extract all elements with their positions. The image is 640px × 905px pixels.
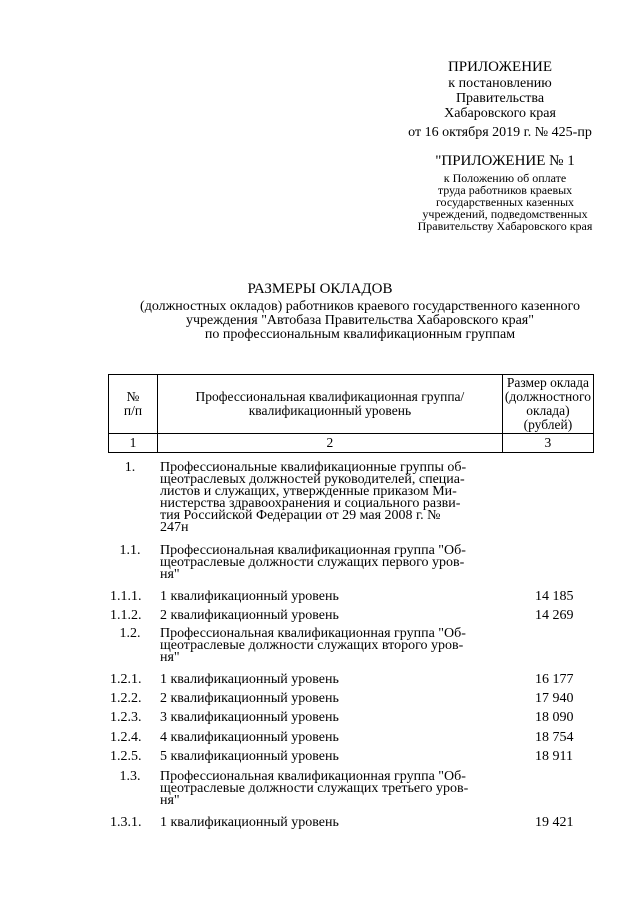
page-subtitle [100, 300, 620, 342]
row-number: 1.2.5. [110, 749, 142, 764]
page-title: РАЗМЕРЫ ОКЛАДОВ [247, 281, 393, 297]
row-text [160, 462, 500, 534]
column-number: 3 [502, 434, 593, 453]
header-text: (должностного [504, 389, 591, 404]
row-value: 16 177 [535, 672, 574, 687]
appendix-title: ПРИЛОЖЕНИЕ [447, 59, 553, 75]
row-value: 17 940 [535, 691, 574, 706]
row-text: 3 квалификационный уровень [160, 710, 339, 725]
row-number: 1.1. [119, 543, 141, 558]
appendix-block [395, 58, 605, 140]
row-number: 1.3.1. [110, 815, 142, 830]
subtitle-line: (должностных окладов) работников краевого государственного казенного [140, 299, 580, 314]
appendix-date: от 16 октября 2019 г. № 425-пр [408, 125, 592, 140]
row-text-line: щеотраслевые должности служащих второго уров- [160, 638, 464, 653]
row-number: 1.2.3. [110, 710, 142, 725]
row-text: 4 квалификационный уровень [160, 730, 339, 745]
row-text [160, 545, 500, 581]
appendix1-title: "ПРИЛОЖЕНИЕ № 1 [435, 153, 575, 169]
row-text-line: 247н [160, 520, 189, 535]
row-text: 1 квалификационный уровень [160, 815, 339, 830]
appendix1-line: учреждений, подведомственных [422, 207, 588, 221]
row-text-line: ня" [160, 793, 180, 808]
header-text: Размер оклада [506, 375, 590, 390]
row-text-line: тия Российской Федерации от 29 мая 2008 г. № [160, 508, 441, 523]
row-text: 1 квалификационный уровень [160, 589, 339, 604]
row-text-line: Профессиональные квалификационные группы об- [160, 460, 467, 475]
row-number: 1. [124, 460, 136, 475]
appendix-line: Правительства [455, 91, 545, 106]
row-text-line: щеотраслевых должностей руководителей, специа- [160, 472, 465, 487]
appendix-line: Хабаровского края [444, 106, 556, 121]
row-value: 19 421 [535, 815, 574, 830]
appendix1-line: к Положению об оплате [443, 171, 567, 185]
header-text: оклада) [526, 403, 570, 418]
row-text-line: Профессиональная квалификационная группа "Об- [160, 769, 466, 784]
table-header [108, 374, 594, 453]
header-text: (рублей) [523, 417, 573, 432]
subtitle-line: по профессиональным квалификационным группам [204, 327, 516, 342]
column-number: 1 [109, 434, 158, 453]
row-value: 18 090 [535, 710, 574, 725]
row-number: 1.3. [119, 769, 141, 784]
row-text-line: листов и служащих, утвержденные приказом Ми- [160, 484, 457, 499]
appendix-line: к постановлению [448, 76, 552, 91]
row-text: 5 квалификационный уровень [160, 749, 339, 764]
row-number: 1.1.2. [110, 608, 142, 623]
appendix1-line: труда работников краевых [437, 183, 573, 197]
appendix1-line: Правительству Хабаровского края [417, 219, 593, 233]
row-value: 14 185 [535, 589, 574, 604]
row-text [160, 628, 500, 664]
row-number: 1.2.4. [110, 730, 142, 745]
header-text: Профессиональная квалификационная группа/ [195, 389, 465, 404]
header-salary-cell [502, 375, 593, 434]
row-text: 2 квалификационный уровень [160, 608, 339, 623]
header-text: № [126, 389, 140, 404]
row-number: 1.1.1. [110, 589, 142, 604]
row-text [160, 771, 500, 807]
row-text-line: щеотраслевые должности служащих третьего уров- [160, 781, 469, 796]
row-number: 1.2. [119, 626, 141, 641]
row-text: 1 квалификационный уровень [160, 672, 339, 687]
header-text: квалификационный уровень [248, 403, 412, 418]
subtitle-line: учреждения "Автобаза Правительства Хабаровского края" [186, 313, 534, 328]
column-number: 2 [157, 434, 502, 453]
row-text: 2 квалификационный уровень [160, 691, 339, 706]
row-text-line: ня" [160, 567, 180, 582]
header-text: п/п [123, 403, 143, 418]
appendix1-line: государственных казенных [435, 195, 575, 209]
row-value: 14 269 [535, 608, 574, 623]
header-group-cell [157, 375, 502, 434]
row-text-line: нистерства здравоохранения и социального разви- [160, 496, 461, 511]
row-text-line: Профессиональная квалификационная группа "Об- [160, 543, 466, 558]
row-value: 18 911 [535, 749, 573, 764]
row-value: 18 754 [535, 730, 574, 745]
row-text-line: Профессиональная квалификационная группа "Об- [160, 626, 466, 641]
header-number-cell [109, 375, 158, 434]
row-number: 1.2.2. [110, 691, 142, 706]
row-text-line: щеотраслевые должности служащих первого уров- [160, 555, 465, 570]
row-number: 1.2.1. [110, 672, 142, 687]
row-text-line: ня" [160, 650, 180, 665]
appendix1-block [400, 152, 610, 232]
